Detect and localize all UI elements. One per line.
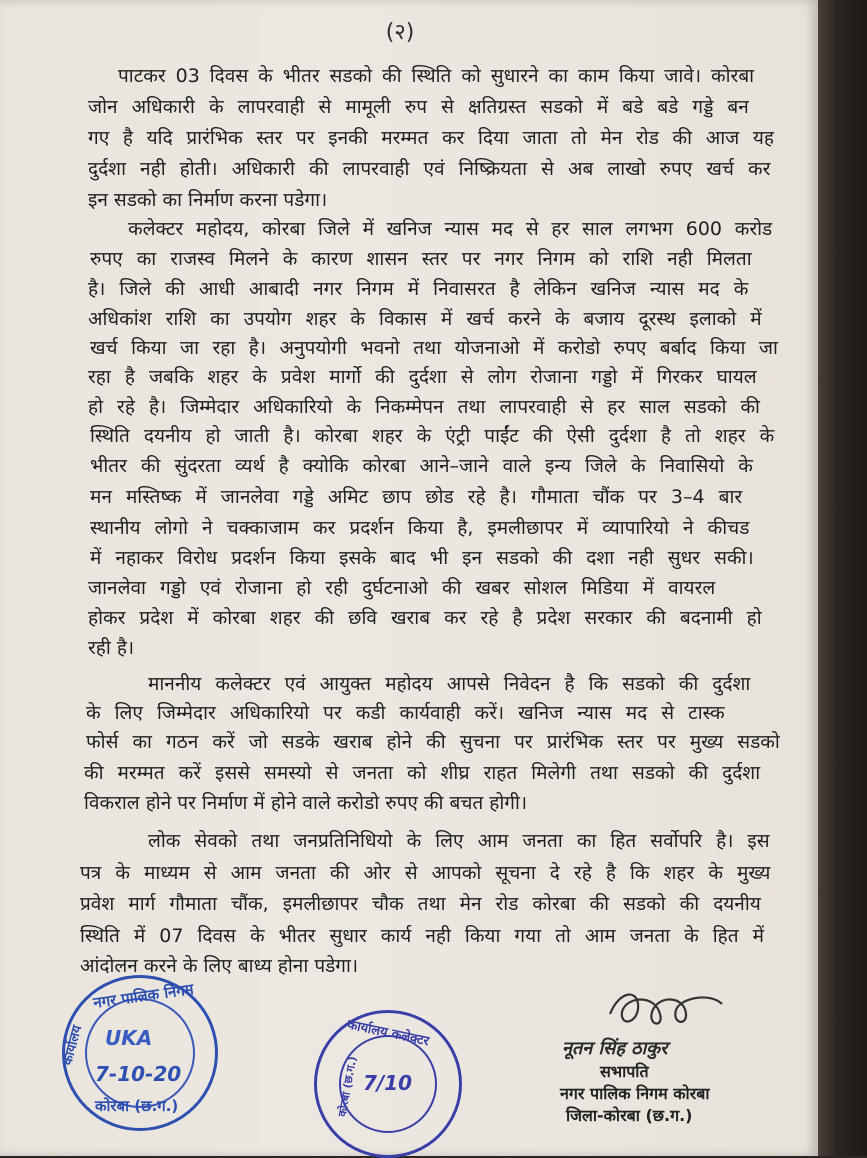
body-line: इन सडको का निर्माण करना पडेगा। <box>88 189 328 211</box>
stamp-top-text: नगर पालिक निगम <box>92 980 195 1012</box>
page-edge-shadow <box>818 0 867 1156</box>
signatory-name: नूतन सिंह ठाकुर <box>562 1038 668 1059</box>
body-line: प्रवेश मार्ग गौमाता चौंक, इमलीछापर चौक तथा मेन रोड कोरबा की सडको की दयनीय <box>80 893 761 915</box>
collector-stamp <box>314 1010 462 1158</box>
body-line: फोर्स का गठन करें जो सडके खराब होने की सुचना पर प्रारंभिक स्तर पर मुख्य सडको <box>86 731 780 753</box>
body-line: हो रहे है। जिम्मेदार अधिकारियो के निकम्मेपन तथा लापरवाही से हर साल सडको की <box>88 396 760 418</box>
body-line: होकर प्रदेश में कोरबा शहर की छवि खराब कर रहे है प्रदेश सरकार की बदनामी हो <box>88 607 762 629</box>
body-line: खर्च किया जा रहा है। अनुपयोगी भवनो तथा योजनाओ में करोडो रुपए बर्बाद किया जा <box>90 337 778 359</box>
body-line: माननीय कलेक्टर एवं आयुक्त महोदय आपसे निवेदन है कि सडको की दुर्दशा <box>148 673 751 695</box>
body-line: की मरम्मत करें इससे समस्यो से जनता को शीघ्र राहत मिलेगी तथा सडको की दुर्दशा <box>84 762 761 784</box>
body-line: भीतर की सुंदरता व्यर्थ है क्योकि कोरबा आने–जाने वाले इन्य जिले के निवासियो के <box>90 455 753 477</box>
stamp-handwritten: UKA <box>105 1026 153 1050</box>
body-line: स्थिति में 07 दिवस के भीतर सुधार कार्य नही किया गया तो आम जनता के हित में <box>80 925 765 947</box>
body-line: जोन अधिकारी के लापरवाही से मामूली रुप से क्षतिग्रस्त सडको में बडे बडे गड्डे बन <box>88 96 749 118</box>
body-line: है। जिले की आधी आबादी नगर निगम में निवासरत है लेकिन खनिज न्यास मद के <box>88 278 749 300</box>
collector-stamp-date: 7/10 <box>363 1071 413 1095</box>
body-line: में नहाकर विरोध प्रदर्शन किया इसके बाद भी इन सडको की दशा नही सुधर सकी। <box>90 547 754 569</box>
signatory-designation: सभापति <box>600 1062 649 1081</box>
page-number: (२) <box>385 20 415 45</box>
body-line: स्थिति दयनीय हो जाती है। कोरबा शहर के एंट्री पाईंट की ऐसी दुर्दशा है तो शहर के <box>90 425 775 447</box>
body-line: आंदोलन करने के लिए बाध्य होना पडेगा। <box>80 955 359 977</box>
body-line: दुर्दशा नही होती। अधिकारी की लापरवाही एवं निष्क्रियता से अब लाखो रुपए खर्च कर <box>88 158 771 180</box>
body-line: पत्र के माध्यम से आम जनता की ओर से आपको सूचना दे रहे है कि शहर के मुख्य <box>80 862 771 884</box>
stamp-bottom-text: कोरबा (छ.ग.) <box>95 1097 179 1115</box>
body-line: गए है यदि प्रारंभिक स्तर पर इनकी मरम्मत कर दिया जाता तो मेन रोड की आज यह <box>88 127 775 149</box>
signature-scribble <box>600 984 730 1034</box>
stamp-date: 7-10-20 <box>95 1062 182 1086</box>
body-line: स्थानीय लोगो ने चक्काजाम कर प्रदर्शन किया है, इमलीछापर में व्यापारियो ने कीचड <box>90 517 750 539</box>
stamp-side-text: कार्यालय <box>60 1023 86 1067</box>
signatory-organization: नगर पालिक निगम कोरबा <box>560 1084 710 1103</box>
body-line: जानलेवा गड्डो एवं रोजाना हो रही दुर्घटनाओ की खबर सोशल मिडिया में वायरल <box>88 577 716 599</box>
municipal-stamp <box>62 975 218 1131</box>
body-line: लोक सेवको तथा जनप्रतिनिधियो के लिए आम जनता का हित सर्वोपरि है। इस <box>148 830 770 852</box>
body-line: रहा है जबकि शहर के प्रवेश मार्गो की दुर्दशा से लोग रोजाना गड्डो में गिरकर घायल <box>88 366 757 388</box>
body-line: अधिकांश राशि का उपयोग शहर के विकास में खर्च करने के बजाय दूरस्थ इलाको में <box>88 308 762 330</box>
signatory-district: जिला-कोरबा (छ.ग.) <box>566 1106 693 1125</box>
body-line: के लिए जिम्मेदार अधिकारियो पर कडी कार्यवाही करें। खनिज न्यास मद से टास्क <box>86 702 725 724</box>
collector-stamp-top: कार्यालय कलेक्टर <box>346 1017 431 1050</box>
body-line: रुपए का राजस्व मिलने के कारण शासन स्तर पर नगर निगम को राशि नही मिलता <box>90 248 752 270</box>
collector-stamp-side: कोरबा (छ.ग.) <box>335 1055 360 1118</box>
body-line: रही है। <box>88 637 135 659</box>
body-line: कलेक्टर महोदय, कोरबा जिले में खनिज न्यास मद से हर साल लगभग 600 करोड <box>128 218 773 240</box>
body-line: मन मस्तिष्क में जानलेवा गड्डे अमिट छाप छोड रहे है। गौमाता चौंक पर 3–4 बार <box>90 486 743 508</box>
body-line: पाटकर 03 दिवस के भीतर सडको की स्थिति को सुधारने का काम किया जावे। कोरबा <box>118 65 755 87</box>
body-line: विकराल होने पर निर्माण में होने वाले करोडो रुपए की बचत होगी। <box>84 792 528 814</box>
